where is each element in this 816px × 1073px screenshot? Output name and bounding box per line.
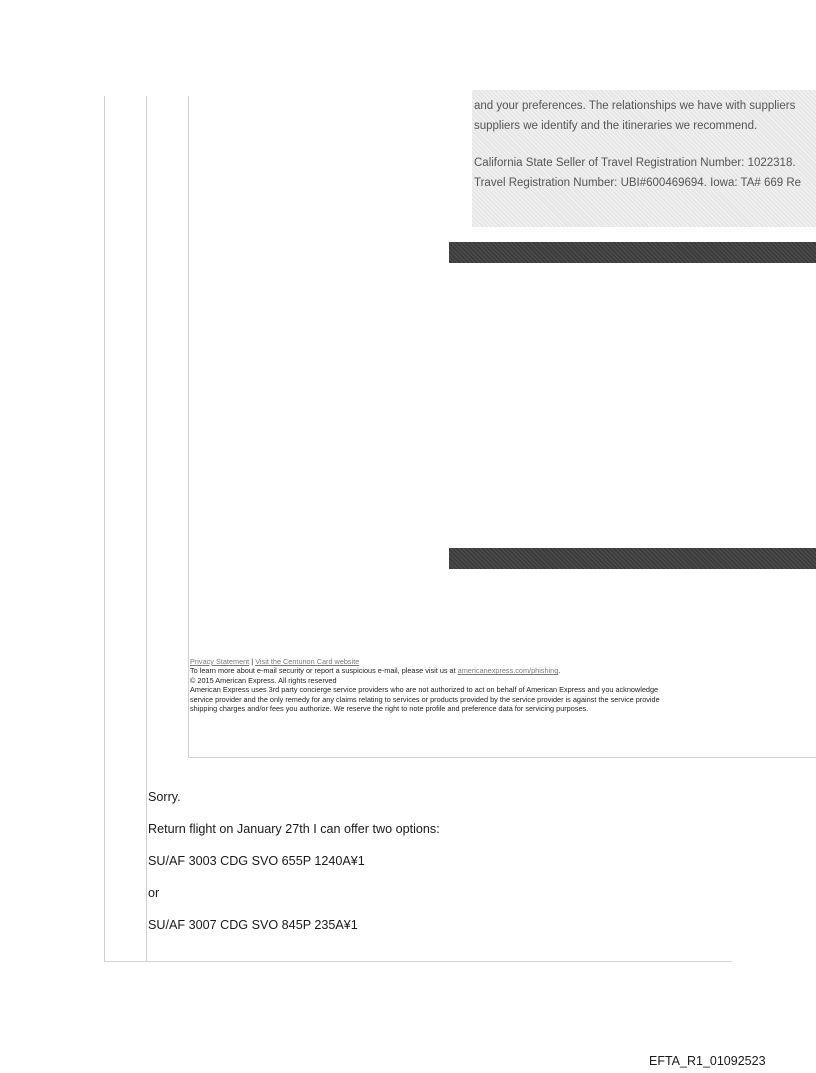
concierge-disclaimer-line: American Express uses 3rd party concierge service providers who are not authorized to act on behalf of American Express and you acknowledge <box>190 685 659 695</box>
flight-option-2: SU/AF 3007 CDG SVO 845P 235A¥1 <box>148 918 358 932</box>
disclosure-line: suppliers we identify and the itineraries we recommend. <box>474 120 758 132</box>
phishing-link[interactable]: americanexpress.com/phishing <box>457 666 559 676</box>
inner-quote-border <box>146 96 147 962</box>
disclosure-line: Travel Registration Number: UBI#600469694. Iowa: TA# 669 Re <box>474 177 802 189</box>
disclosure-line: California State Seller of Travel Registration Number: 1022318. <box>474 157 796 169</box>
redaction-bar <box>449 242 816 263</box>
footer-links <box>190 657 816 666</box>
security-period: . <box>558 666 561 676</box>
privacy-statement-link[interactable]: Privacy Statement <box>190 657 250 666</box>
disclosure-line: and your preferences. The relationships we have with suppliers <box>474 100 796 112</box>
reply-intro: Return flight on January 27th I can offer two options: <box>148 822 440 836</box>
document-id: EFTA_R1_01092523 <box>649 1054 766 1068</box>
security-text: To learn more about e-mail security or report a suspicious e-mail, please visit us at <box>190 666 456 676</box>
outer-quote-border <box>104 96 105 962</box>
copyright-text: © 2015 American Express. All rights reserved <box>190 675 337 685</box>
reply-bottom-border <box>104 961 732 962</box>
redaction-bar <box>449 548 816 569</box>
travel-disclosure-box <box>472 90 816 227</box>
centurion-website-link[interactable]: Visit the Centurion Card website <box>255 657 360 666</box>
reply-or: or <box>148 886 160 900</box>
email-body-bottom-border <box>188 757 816 758</box>
concierge-disclaimer-line: service provider and the only remedy for any claims relating to services or products provided by the service provider is against the service provide <box>190 694 660 704</box>
flight-option-1: SU/AF 3003 CDG SVO 655P 1240A¥1 <box>148 854 365 868</box>
footer-separator: | <box>251 657 254 666</box>
email-footer <box>190 657 816 713</box>
reply-sorry: Sorry. <box>148 790 181 804</box>
email-body-border <box>188 96 189 758</box>
security-notice <box>190 666 816 675</box>
concierge-disclaimer-line: shipping charges and/or fees you authorize. We reserve the right to note profile and preference data for servicing purposes. <box>190 704 589 714</box>
